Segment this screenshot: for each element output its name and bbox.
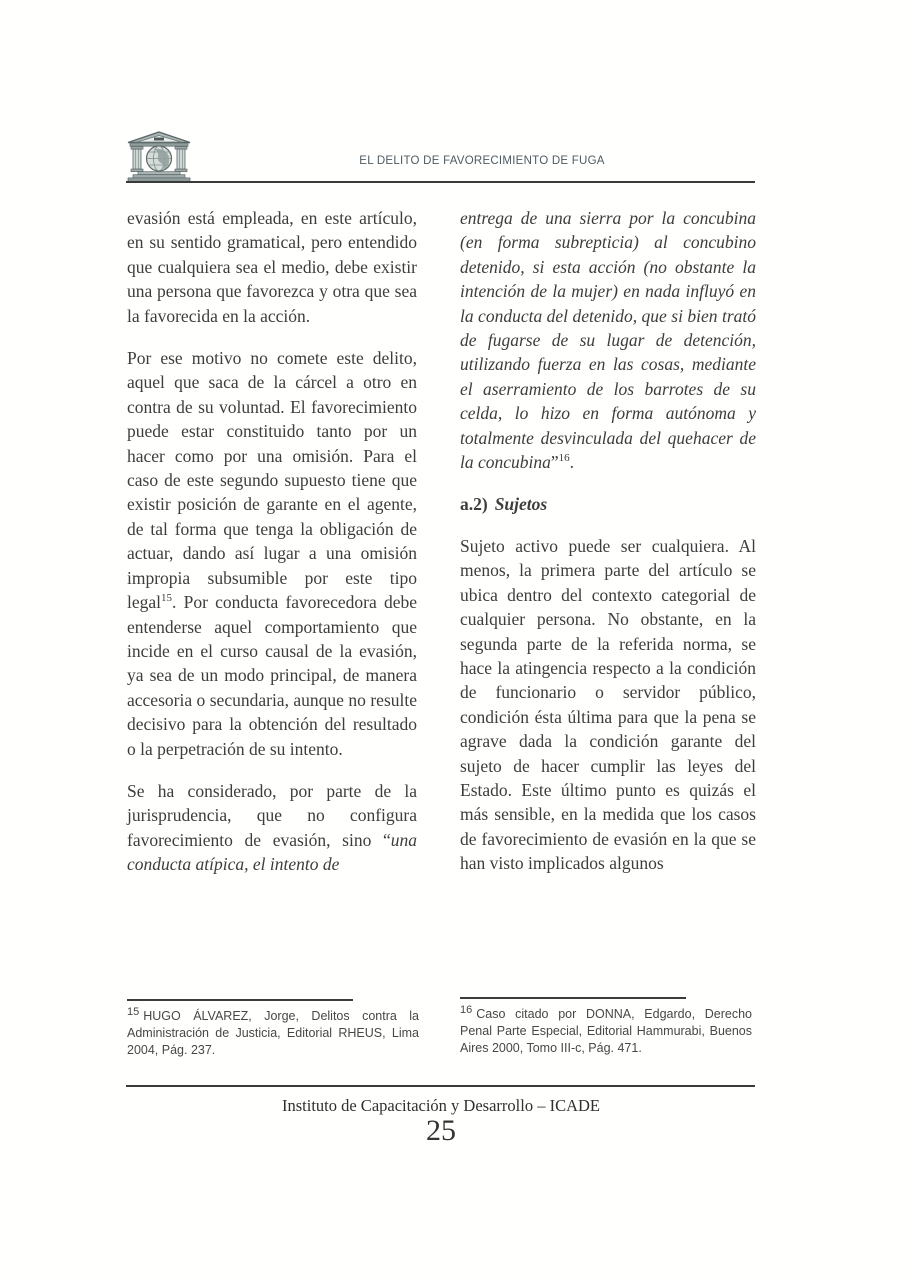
paragraph-evasion: evasión está empleada, en este artículo, en su sentido gramatical, pero entendido que cualquiera sea el medio, debe existir una persona que favorezca y otra que sea la favorecida en la acción. <box>127 208 417 326</box>
heading-label: a.2) <box>460 494 488 515</box>
paragraph-run: Se ha considerado, por parte de la jurisprudencia, que no configura favorecimiento de evasión, sino <box>127 780 417 850</box>
running-header-title: EL DELITO DE FAVORECIMIENTO DE FUGA <box>359 155 605 167</box>
quote-mark: ” <box>550 452 559 473</box>
page-number: 25 <box>426 1114 456 1147</box>
footer-institute: Instituto de Capacitación y Desarrollo – ICADE <box>281 1096 600 1115</box>
footnote-marker: 16 <box>460 1003 473 1016</box>
footnote-ref-15: 15 <box>161 592 173 605</box>
heading-title: Sujetos <box>494 494 548 515</box>
quote-mark: “ <box>382 829 391 850</box>
right-column <box>460 206 756 876</box>
paragraph-run: . <box>569 452 575 473</box>
footnote-separator <box>460 997 686 999</box>
quoted-text: entrega de una sierra por la concubina (en forma subrepticia) al concubino detenido, si esta acción (no obstante la intención de la mujer) en nada influyó en la conducta del detenido, que si bien trató de fugarse de su lugar de detención, utilizando fuerza en las cosas, mediante el aserramiento de los barrotes de su celda, lo hizo en forma autónoma y totalmente desvinculada del quehacer de la concubina <box>460 208 756 473</box>
footnote-separator <box>127 999 353 1001</box>
quoted-text: una conducta atípica, el intento de <box>127 829 417 875</box>
footnote-marker: 15 <box>127 1005 140 1018</box>
footnote-text: Caso citado por DONNA, Edgardo, Derecho Penal Parte Especial, Editorial Hammurabi, Buenos Aires 2000, Tomo III-c, Pág. 471. <box>460 1007 752 1055</box>
footnote-16 <box>460 997 752 1056</box>
paragraph-jurisprudencia <box>127 779 417 877</box>
section-heading-sujetos <box>460 492 756 516</box>
paragraph-sujeto-activo: Sujeto activo puede ser cualquiera. Al menos, la primera parte del artículo se ubica dentro del contexto categorial de cualquier persona. No obstante, en la segunda parte de la referida norma, se hace la atingencia respecto a la condición de funcionario o servidor público, condición ésta última para que la pena se agrave dada la condición garante del sujeto de hacer cumplir las leyes del Estado. Este último punto es quizás el más sensible, en la medida que los casos de favorecimiento de evasión en la que se han visto implicados algunos <box>460 535 756 874</box>
paragraph-run: Por ese motivo no comete este delito, aquel que saca de la cárcel a otro en contra de su voluntad. El favorecimiento puede estar constituido tanto por un hacer como por una omisión. Para el caso de este segundo supuesto tiene que existir posición de garante en el agente, de tal forma que tenga la obligación de actuar, dando así lugar a una omisión impropia subsumible por este tipo legal <box>127 348 417 613</box>
footnote-ref-16: 16 <box>558 452 570 465</box>
left-column <box>127 206 417 877</box>
paragraph-run: . Por conducta favorecedora debe entenderse aquel comportamiento que incide en el curso causal de la evasión, ya sea de un modo principal, de manera accesoria o secundaria, aunque no resulte decisivo para la obtención del resultado o la perpetración de su intento. <box>127 592 417 759</box>
footnote-15 <box>127 999 419 1058</box>
header-rule <box>126 181 755 183</box>
footnote-text: HUGO ÁLVAREZ, Jorge, Delitos contra la Administración de Justicia, Editorial RHEUS, Lima 2004, Pág. 237. <box>127 1009 419 1057</box>
footer-rule <box>126 1085 755 1087</box>
paragraph-quote-sierra <box>460 206 756 474</box>
paragraph-motivo <box>127 346 417 761</box>
